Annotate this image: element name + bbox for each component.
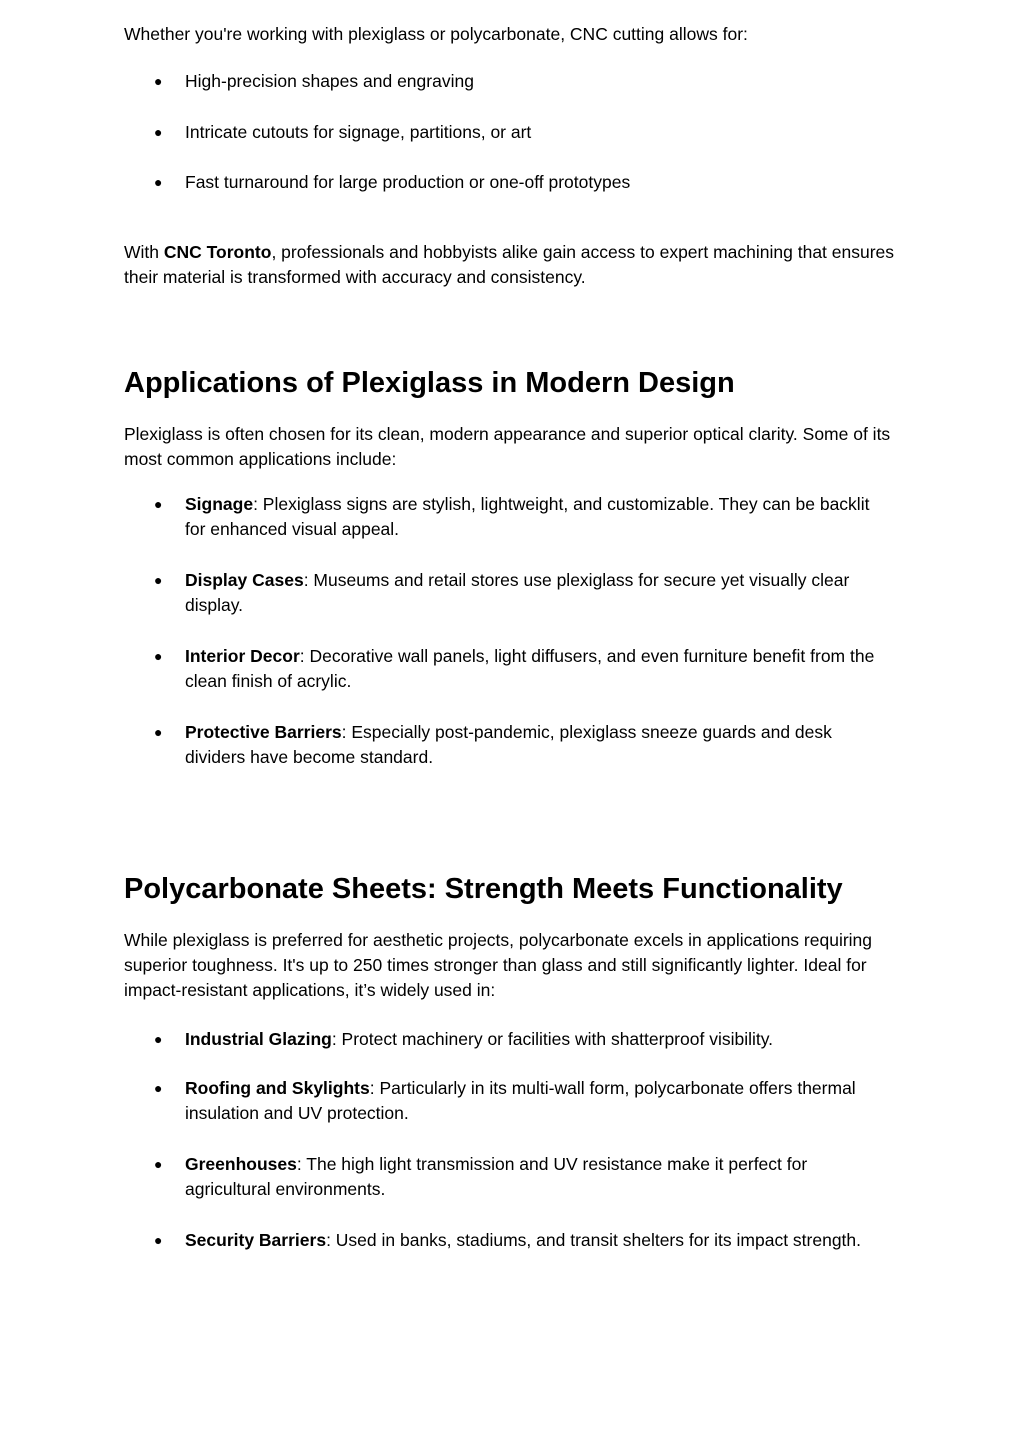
bullet-icon: ●: [154, 1031, 163, 1047]
list-item-text: Intricate cutouts for signage, partitions, or art: [185, 122, 532, 142]
bullet-icon: ●: [154, 648, 163, 664]
section-heading-plexiglass: Applications of Plexiglass in Modern Design: [124, 367, 735, 399]
bullet-icon: ●: [154, 496, 163, 512]
bullet-icon: ●: [154, 1232, 163, 1248]
list-item-term: Roofing and Skylights: [185, 1078, 370, 1098]
bullet-icon: ●: [154, 174, 163, 190]
list-item-term: Industrial Glazing: [185, 1029, 332, 1049]
list-item-text: : Plexiglass signs are stylish, lightweight, and customizable. They can be backlit for enhanced visual appeal.: [185, 494, 870, 539]
intro-closing: [124, 240, 904, 290]
list-item: [0, 720, 890, 770]
list-item: [0, 1027, 890, 1052]
list-item: [0, 69, 890, 94]
list-item: [0, 492, 890, 542]
bullet-icon: ●: [154, 572, 163, 588]
list-item-term: Greenhouses: [185, 1154, 297, 1174]
bullet-icon: ●: [154, 1080, 163, 1096]
cnc-toronto-name: CNC Toronto: [163, 242, 272, 262]
list-item-text: : Museums and retail stores use plexiglass for secure yet visually clear display.: [185, 570, 850, 615]
bullet-icon: ●: [154, 124, 163, 140]
list-item-term: Security Barriers: [185, 1230, 327, 1250]
list-item-text: : Used in banks, stadiums, and transit shelters for its impact strength.: [326, 1230, 862, 1250]
list-item-text: : Particularly in its multi-wall form, polycarbonate offers thermal insulation and UV protection.: [185, 1078, 856, 1123]
list-item: [0, 170, 890, 195]
list-item-term: Protective Barriers: [185, 722, 342, 742]
list-item: [0, 1228, 890, 1253]
list-item: [0, 1152, 890, 1202]
list-item-text: : Decorative wall panels, light diffusers, and even furniture benefit from the clean finish of acrylic.: [185, 646, 875, 691]
list-item-text: : Protect machinery or facilities with shatterproof visibility.: [331, 1029, 774, 1049]
section-heading-polycarbonate: Polycarbonate Sheets: Strength Meets Functionality: [124, 873, 843, 905]
list-item: [0, 120, 890, 145]
list-item: [0, 1076, 890, 1126]
polycarbonate-lead: While plexiglass is preferred for aesthetic projects, polycarbonate excels in applications requiring superior toughness. It's up to 250 times stronger than glass and still significantly lighter. Ideal for impact-resistant applications, it’s widely used in:: [124, 930, 873, 1000]
intro-lead: Whether you're working with plexiglass or polycarbonate, CNC cutting allows for:: [124, 24, 748, 44]
polycarbonate-applications-list: [0, 1027, 1024, 1253]
list-item-term: Interior Decor: [185, 646, 300, 666]
list-item-text: Fast turnaround for large production or one-off prototypes: [185, 172, 631, 192]
bullet-icon: ●: [154, 73, 163, 89]
list-item-term: Signage: [185, 494, 254, 514]
plexiglass-lead: Plexiglass is often chosen for its clean, modern appearance and superior optical clarity. Some of its most common applications include:: [124, 424, 891, 469]
list-item-text: High-precision shapes and engraving: [185, 71, 474, 91]
bullet-icon: ●: [154, 724, 163, 740]
cnc-benefits-list: [0, 69, 1024, 195]
list-item-text: : The high light transmission and UV resistance make it perfect for agricultural environments.: [185, 1154, 808, 1199]
closing-prefix: With: [124, 242, 164, 262]
list-item: [0, 644, 890, 694]
bullet-icon: ●: [154, 1156, 163, 1172]
plexiglass-applications-list: [0, 492, 1024, 770]
closing-suffix: , professionals and hobbyists alike gain access to expert machining that ensures their material is transformed with accuracy and consistency.: [124, 242, 895, 287]
list-item-text: : Especially post-pandemic, plexiglass sneeze guards and desk dividers have become standard.: [185, 722, 832, 767]
list-item-term: Display Cases: [185, 570, 304, 590]
list-item: [0, 568, 890, 618]
